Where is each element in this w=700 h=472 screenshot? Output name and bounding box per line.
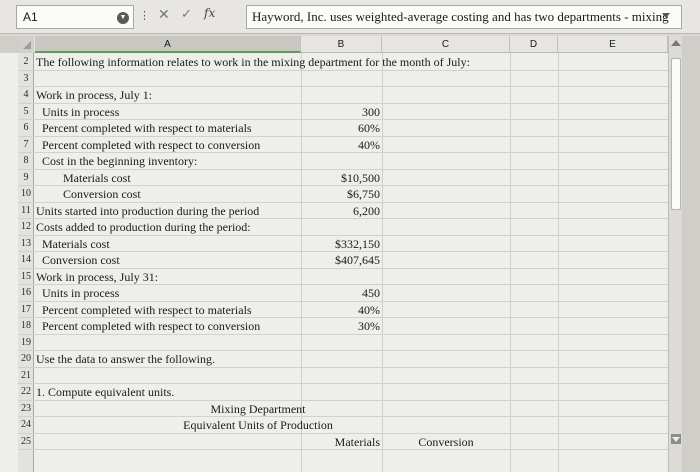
cell-a[interactable]: Work in process, July 31: [36, 269, 159, 284]
cell-b[interactable]: 300 [362, 104, 380, 119]
cell-a[interactable]: Percent completed with respect to conversion [42, 319, 261, 333]
cell-a[interactable]: Percent completed with respect to materials [42, 302, 252, 317]
cell-b[interactable] [268, 153, 380, 169]
table-row [18, 153, 668, 170]
table-row [18, 269, 668, 286]
right-edge [682, 36, 700, 472]
vertical-scrollbar[interactable] [668, 36, 682, 472]
row-header[interactable]: 4 [23, 89, 29, 100]
row-header[interactable]: 2 [23, 56, 29, 67]
table-row [18, 318, 668, 335]
table-row [18, 104, 668, 121]
row-header[interactable]: 24 [21, 419, 31, 430]
name-box[interactable] [16, 5, 134, 29]
cell-a[interactable]: Cost in the beginning inventory: [42, 154, 198, 168]
table-row [18, 203, 668, 220]
enter-icon[interactable]: ✓ [181, 6, 192, 21]
table-row [18, 384, 668, 401]
cell-heading[interactable]: Mixing Department [210, 401, 306, 416]
select-all-icon [23, 41, 31, 49]
cell-a[interactable]: Conversion cost [63, 187, 141, 201]
row-header[interactable]: 18 [21, 320, 31, 331]
row-header[interactable]: 22 [21, 386, 31, 397]
spreadsheet-grid[interactable] [0, 53, 700, 472]
scroll-up-icon[interactable] [671, 40, 681, 46]
row-header[interactable]: 20 [21, 353, 31, 364]
table-row [18, 417, 668, 434]
cell-b[interactable]: $407,645 [335, 253, 380, 267]
row-header[interactable]: 3 [23, 72, 29, 84]
table-row [18, 285, 668, 302]
cell-b[interactable]: $6,750 [347, 187, 380, 201]
table-row [18, 137, 668, 154]
cell-b[interactable]: $10,500 [341, 170, 380, 185]
cell-a[interactable]: Units in process [42, 286, 120, 300]
cell-b[interactable]: $332,150 [335, 236, 380, 251]
table-row [18, 252, 668, 269]
column-header-c[interactable]: C [382, 36, 510, 53]
row-header[interactable]: 17 [21, 303, 31, 315]
row-header[interactable]: 11 [21, 204, 31, 216]
cell-a[interactable]: Materials cost [63, 170, 131, 185]
cell-b[interactable]: Materials [334, 434, 380, 449]
row-header[interactable]: 19 [21, 336, 31, 348]
row-header[interactable]: 6 [23, 122, 29, 133]
table-row [18, 120, 668, 137]
column-header-b[interactable]: B [301, 36, 382, 53]
cell-b[interactable] [268, 351, 380, 367]
table-row [18, 71, 668, 88]
name-box-value: A1 [23, 10, 38, 24]
cell-b[interactable]: 30% [358, 319, 380, 333]
cell-a[interactable]: Conversion cost [42, 253, 120, 267]
cell-b[interactable] [268, 87, 380, 103]
row-header[interactable]: 23 [21, 402, 31, 414]
scroll-thumb[interactable] [671, 58, 681, 210]
table-row [18, 219, 668, 236]
cell-b[interactable] [268, 54, 380, 70]
column-header-row [0, 36, 700, 53]
cell-b[interactable]: 450 [362, 286, 380, 300]
row-header[interactable]: 16 [21, 287, 31, 298]
function-icon[interactable]: fx [204, 6, 216, 20]
cell-a[interactable]: Use the data to answer the following. [36, 352, 215, 366]
column-header-a[interactable]: A [35, 36, 301, 53]
scroll-down-icon[interactable] [671, 434, 681, 444]
cell-a[interactable]: 1. Compute equivalent units. [36, 385, 175, 399]
cell-b[interactable] [268, 335, 380, 351]
formula-input[interactable] [246, 5, 682, 29]
table-row [18, 170, 668, 187]
row-header[interactable]: 13 [21, 237, 31, 249]
table-row [18, 87, 668, 104]
cell-b[interactable] [268, 219, 380, 235]
row-header[interactable]: 12 [21, 221, 31, 232]
more-options-icon[interactable]: ⋮ [139, 10, 150, 22]
cell-b[interactable] [268, 269, 380, 285]
formula-text: Hayword, Inc. uses weighted-average costing and has two departments - mixing [252, 9, 669, 24]
formula-bar [0, 0, 700, 34]
table-row [18, 236, 668, 253]
row-header[interactable]: 21 [21, 369, 31, 381]
table-row [18, 335, 668, 352]
cell-a[interactable]: The following information relates to work in the mixing department for the month of July: [36, 55, 470, 69]
row-header[interactable]: 7 [23, 138, 29, 150]
cell-a[interactable]: Work in process, July 1: [36, 88, 153, 102]
column-header-d[interactable]: D [510, 36, 558, 53]
cell-a[interactable]: Percent completed with respect to conversion [42, 137, 261, 152]
cell-heading[interactable]: Equivalent Units of Production [183, 418, 333, 432]
table-row [18, 186, 668, 203]
cell-b[interactable]: 40% [358, 302, 380, 317]
cell-a[interactable]: Units started into production during the period [36, 203, 260, 218]
cell-c[interactable]: Conversion [418, 434, 474, 449]
cell-b[interactable] [268, 384, 380, 400]
row-header[interactable]: 15 [21, 270, 31, 282]
row-header[interactable]: 14 [21, 254, 31, 265]
cell-a[interactable]: Materials cost [42, 236, 110, 251]
cell-a[interactable]: Costs added to production during the period: [36, 220, 251, 234]
column-header-e[interactable]: E [558, 36, 668, 53]
cell-b[interactable]: 60% [358, 121, 380, 135]
cancel-icon[interactable]: ✕ [158, 6, 170, 22]
cell-b[interactable] [268, 368, 380, 384]
table-row [18, 434, 668, 451]
table-row [18, 54, 668, 71]
table-row [18, 351, 668, 368]
row-header[interactable]: 9 [23, 171, 29, 183]
cell-b[interactable] [268, 71, 380, 87]
cell-a[interactable]: Units in process [42, 104, 120, 119]
table-row [18, 368, 668, 385]
cell-b[interactable]: 40% [358, 137, 380, 152]
row-header[interactable]: 5 [23, 105, 29, 117]
chevron-down-icon[interactable]: ▼ [117, 12, 129, 24]
table-row [18, 401, 668, 418]
row-header[interactable]: 25 [21, 435, 31, 447]
cell-a[interactable]: Percent completed with respect to materials [42, 121, 252, 135]
row-header[interactable]: 10 [21, 188, 31, 199]
table-row [18, 302, 668, 319]
cell-b[interactable]: 6,200 [353, 203, 380, 218]
row-header[interactable]: 8 [23, 155, 29, 166]
expand-formula-icon[interactable] [662, 13, 670, 18]
